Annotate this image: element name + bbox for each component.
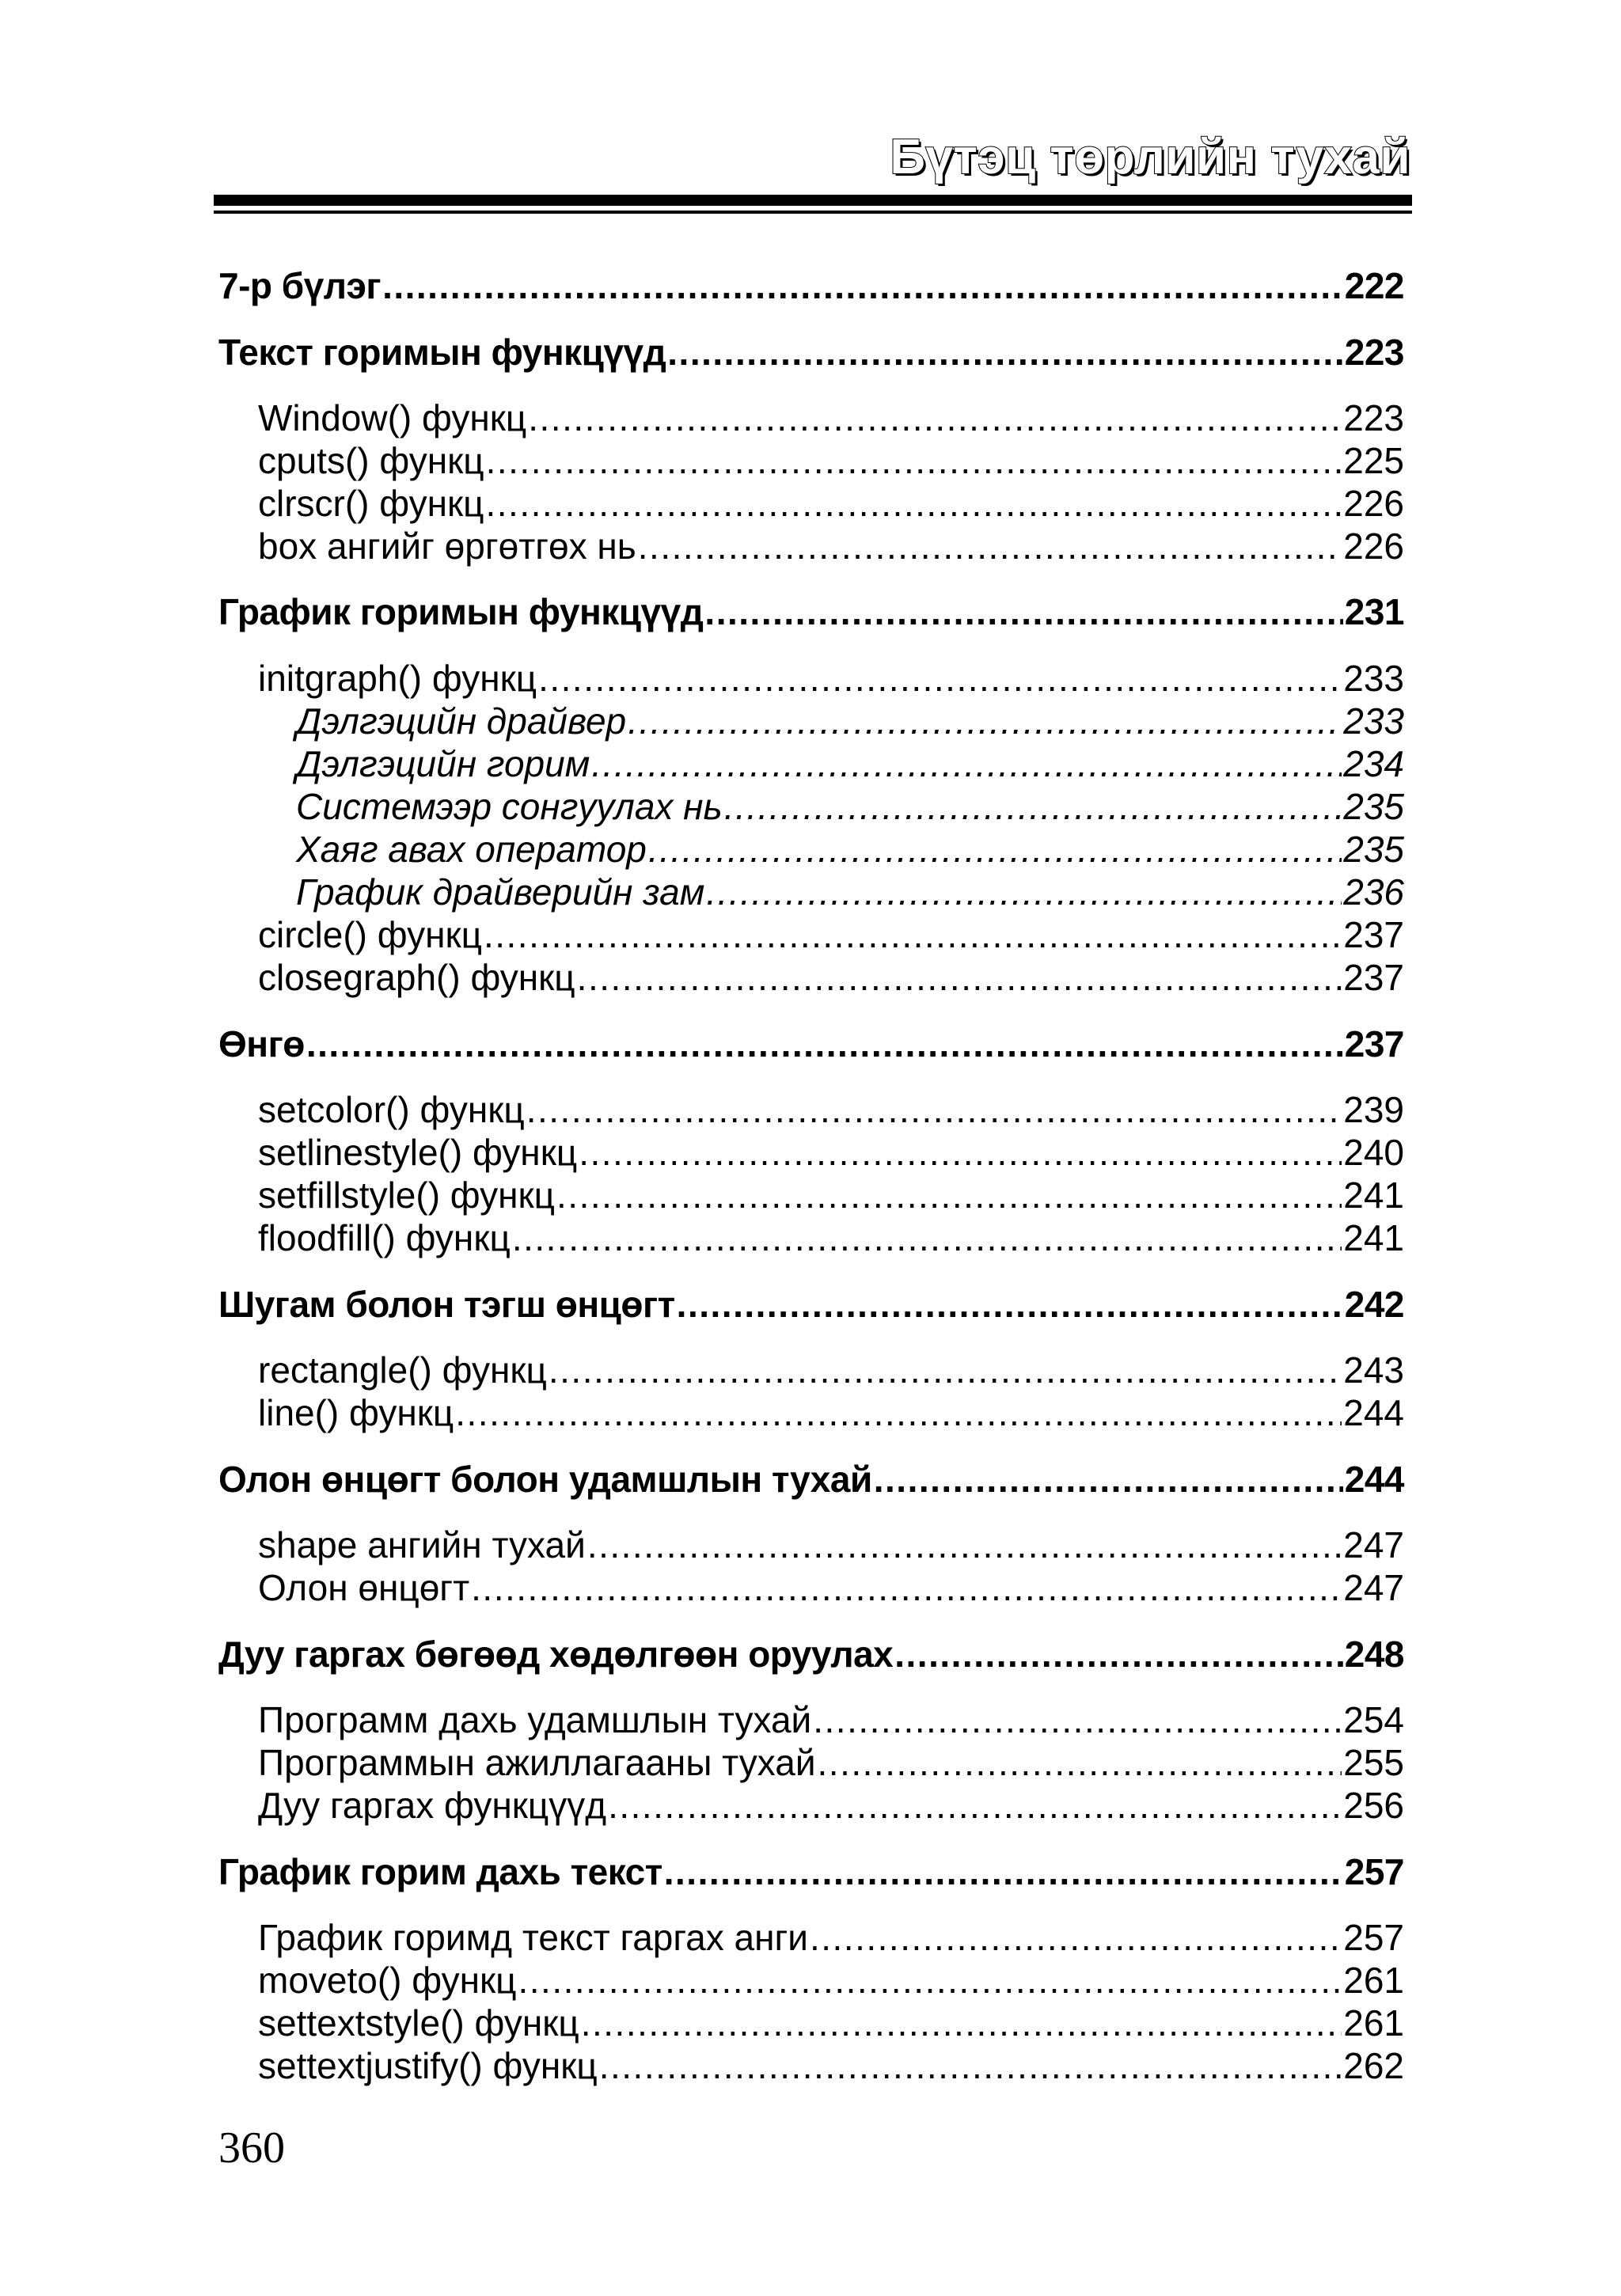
toc-entry-title: Шугам болон тэгш өнцөгт bbox=[218, 1284, 675, 1325]
toc-dot-leader bbox=[628, 703, 1342, 739]
toc-dot-leader bbox=[591, 746, 1342, 782]
toc-entry-title: Дэлгэцийн горим bbox=[296, 743, 590, 784]
toc-entry-title: Дэлгэцийн драйвер bbox=[296, 700, 627, 742]
toc-dot-leader bbox=[608, 1787, 1342, 1824]
toc-section-entry bbox=[218, 1286, 1404, 1323]
toc-dot-leader bbox=[638, 528, 1342, 564]
toc-entry-title: setcolor() функц bbox=[258, 1089, 525, 1130]
toc-dot-leader bbox=[577, 959, 1342, 996]
toc-dot-leader bbox=[455, 1395, 1342, 1431]
toc-dot-leader bbox=[518, 1962, 1342, 1998]
toc-subsection-entry bbox=[258, 1744, 1404, 1781]
toc-subsection-entry bbox=[258, 526, 1404, 567]
toc-dot-leader bbox=[581, 2005, 1342, 2041]
toc-dot-leader bbox=[599, 2047, 1342, 2084]
toc-dot-leader bbox=[486, 442, 1342, 479]
toc-subsection-entry bbox=[258, 485, 1404, 522]
toc-entry-page: 235 bbox=[1343, 829, 1404, 870]
header-rule-thin bbox=[214, 211, 1412, 214]
toc-subsection-entry bbox=[258, 1699, 1404, 1740]
toc-entry-title: Системээр сонгуулах нь bbox=[296, 786, 723, 827]
toc-subsubsection-entry bbox=[296, 871, 1404, 913]
toc-entry-page: 242 bbox=[1344, 1284, 1404, 1325]
toc-entry-page: 240 bbox=[1343, 1132, 1404, 1173]
toc-entry-title: circle() функц bbox=[258, 914, 482, 955]
toc-subsection-entry bbox=[258, 442, 1404, 479]
toc-subsection-entry bbox=[258, 1919, 1404, 1956]
toc-entry-page: 226 bbox=[1343, 483, 1404, 524]
toc-entry-page: 236 bbox=[1343, 871, 1404, 913]
toc-dot-leader bbox=[526, 1091, 1342, 1128]
toc-entry-page: 244 bbox=[1343, 1392, 1404, 1433]
page-number: 360 bbox=[218, 2123, 285, 2173]
toc-subsection-entry bbox=[258, 1175, 1404, 1216]
toc-entry-page: 241 bbox=[1343, 1217, 1404, 1258]
toc-entry-page: 255 bbox=[1343, 1742, 1404, 1783]
toc-subsubsection-entry bbox=[296, 829, 1404, 870]
toc-subsection-entry bbox=[258, 1787, 1404, 1824]
toc-subsection-entry bbox=[258, 914, 1404, 955]
toc-entry-page: 256 bbox=[1343, 1785, 1404, 1826]
toc-entry-title: floodfill() функц bbox=[258, 1217, 511, 1258]
toc-entry-title: 7-р бүлэг bbox=[218, 265, 382, 306]
toc-dot-leader bbox=[648, 831, 1342, 867]
toc-dot-leader bbox=[528, 400, 1342, 436]
toc-dot-leader bbox=[704, 594, 1342, 630]
toc-dot-leader bbox=[724, 788, 1342, 825]
toc-entry-page: 226 bbox=[1343, 526, 1404, 567]
toc-entry-title: settextjustify() функц bbox=[258, 2045, 598, 2086]
toc-entry-title: Программ дахь удамшлын тухай bbox=[258, 1699, 812, 1740]
toc-dot-leader bbox=[306, 1026, 1343, 1062]
toc-entry-page: 261 bbox=[1343, 2002, 1404, 2044]
toc-entry-page: 247 bbox=[1343, 1567, 1404, 1608]
toc-entry-title: График горим дахь текст bbox=[218, 1851, 662, 1892]
toc-entry-page: 223 bbox=[1344, 332, 1404, 373]
toc-section-entry bbox=[218, 1634, 1404, 1675]
toc-subsubsection-entry bbox=[296, 788, 1404, 825]
toc-entry-title: setfillstyle() функц bbox=[258, 1175, 556, 1216]
toc-dot-leader bbox=[810, 1919, 1342, 1956]
toc-entry-title: Текст горимын функцүүд bbox=[218, 332, 666, 373]
toc-entry-page: 241 bbox=[1343, 1175, 1404, 1216]
toc-section-entry bbox=[218, 1851, 1404, 1892]
toc-entry-title: setlinestyle() функц bbox=[258, 1132, 578, 1173]
toc-entry-page: 247 bbox=[1343, 1524, 1404, 1565]
toc-entry-page: 237 bbox=[1343, 914, 1404, 955]
toc-entry-page: 243 bbox=[1343, 1349, 1404, 1391]
toc-section-entry bbox=[218, 1459, 1404, 1500]
toc-entry-title: closegraph() функц bbox=[258, 957, 575, 998]
toc-dot-leader bbox=[667, 334, 1342, 370]
toc-entry-page: 262 bbox=[1343, 2045, 1404, 2086]
toc-entry-page: 222 bbox=[1344, 265, 1404, 306]
toc-entry-title: График горимын функцүүд bbox=[218, 591, 704, 632]
toc-dot-leader bbox=[382, 268, 1343, 304]
toc-entry-title: line() функц bbox=[258, 1392, 454, 1433]
toc-subsubsection-entry bbox=[296, 700, 1404, 742]
toc-dot-leader bbox=[677, 1286, 1343, 1323]
toc-dot-leader bbox=[818, 1744, 1342, 1781]
toc-entry-page: 237 bbox=[1344, 1023, 1404, 1065]
toc-entry-page: 237 bbox=[1343, 957, 1404, 998]
toc-entry-page: 231 bbox=[1344, 591, 1404, 632]
toc-dot-leader bbox=[874, 1461, 1343, 1497]
header-rule bbox=[214, 195, 1412, 206]
toc-entry-title: Хаяг авах оператор bbox=[296, 829, 647, 870]
toc-entry-page: 233 bbox=[1343, 658, 1404, 699]
toc-entry-page: 239 bbox=[1343, 1089, 1404, 1130]
toc-subsection-entry bbox=[258, 1134, 1404, 1171]
toc-dot-leader bbox=[706, 874, 1342, 910]
toc-section-entry bbox=[218, 1023, 1404, 1065]
toc-subsection-entry bbox=[258, 2002, 1404, 2044]
toc-entry-page: 235 bbox=[1343, 786, 1404, 827]
toc-dot-leader bbox=[894, 1636, 1343, 1672]
toc-entry-page: 254 bbox=[1343, 1699, 1404, 1740]
toc-entry-title: shape ангийн тухай bbox=[258, 1524, 586, 1565]
toc-section-entry bbox=[218, 265, 1404, 306]
toc-entry-title: cputs() функц bbox=[258, 440, 484, 481]
toc-subsection-entry bbox=[258, 1569, 1404, 1606]
toc-subsection-entry bbox=[258, 1524, 1404, 1565]
toc-dot-leader bbox=[813, 1702, 1342, 1738]
toc-subsubsection-entry bbox=[296, 743, 1404, 784]
toc-entry-page: 261 bbox=[1343, 1960, 1404, 2001]
toc-dot-leader bbox=[587, 1527, 1342, 1563]
toc-entry-page: 234 bbox=[1343, 743, 1404, 784]
toc-section-entry bbox=[218, 591, 1404, 632]
toc-entry-page: 223 bbox=[1343, 397, 1404, 438]
toc-entry-page: 257 bbox=[1344, 1851, 1404, 1892]
toc-entry-title: Олон өнцөгт bbox=[258, 1567, 470, 1608]
toc-subsection-entry bbox=[258, 658, 1404, 699]
toc-entry-title: Программын ажиллагааны тухай bbox=[258, 1742, 816, 1783]
toc-entry-title: box ангийг өргөтгөх нь bbox=[258, 526, 636, 567]
toc-dot-leader bbox=[556, 1177, 1342, 1213]
toc-subsection-entry bbox=[258, 397, 1404, 438]
toc-entry-page: 248 bbox=[1344, 1634, 1404, 1675]
toc-section-entry bbox=[218, 332, 1404, 373]
toc-dot-leader bbox=[664, 1854, 1343, 1890]
toc-dot-leader bbox=[538, 660, 1342, 696]
toc-dot-leader bbox=[579, 1134, 1342, 1171]
toc-entry-title: График горимд текст гаргах анги bbox=[258, 1917, 808, 1958]
toc-entry-title: Өнгө bbox=[218, 1023, 305, 1065]
toc-entry-title: Дуу гаргах функцүүд bbox=[258, 1785, 607, 1826]
toc-entry-title: rectangle() функц bbox=[258, 1349, 547, 1391]
toc-dot-leader bbox=[471, 1569, 1342, 1606]
toc-dot-leader bbox=[485, 485, 1342, 522]
toc-dot-leader bbox=[549, 1352, 1342, 1388]
toc-entry-page: 257 bbox=[1343, 1917, 1404, 1958]
toc-entry-title: Window() функц bbox=[258, 397, 527, 438]
running-header-title: Бүтэц төрлийн тухай bbox=[890, 130, 1410, 184]
toc-entry-title: moveto() функц bbox=[258, 1960, 517, 2001]
toc-subsection-entry bbox=[258, 959, 1404, 996]
toc-subsection-entry bbox=[258, 2047, 1404, 2084]
toc-subsection-entry bbox=[258, 1217, 1404, 1258]
toc-entry-title: Дуу гаргах бөгөөд хөдөлгөөн оруулах bbox=[218, 1634, 894, 1675]
toc-subsection-entry bbox=[258, 1392, 1404, 1433]
toc-entry-title: settextstyle() функц bbox=[258, 2002, 579, 2044]
toc-entry-page: 244 bbox=[1344, 1459, 1404, 1500]
toc-entry-page: 225 bbox=[1343, 440, 1404, 481]
toc-entry-title: clrscr() функц bbox=[258, 483, 484, 524]
toc-entry-title: initgraph() функц bbox=[258, 658, 537, 699]
toc-entry-page: 233 bbox=[1343, 700, 1404, 742]
toc-entry-title: Олон өнцөгт болон удамшлын тухай bbox=[218, 1459, 872, 1500]
toc-dot-leader bbox=[484, 917, 1342, 953]
toc-subsection-entry bbox=[258, 1091, 1404, 1128]
toc-subsection-entry bbox=[258, 1960, 1404, 2001]
toc-dot-leader bbox=[512, 1220, 1342, 1256]
toc-subsection-entry bbox=[258, 1349, 1404, 1391]
toc-entry-title: График драйверийн зам bbox=[296, 871, 705, 913]
